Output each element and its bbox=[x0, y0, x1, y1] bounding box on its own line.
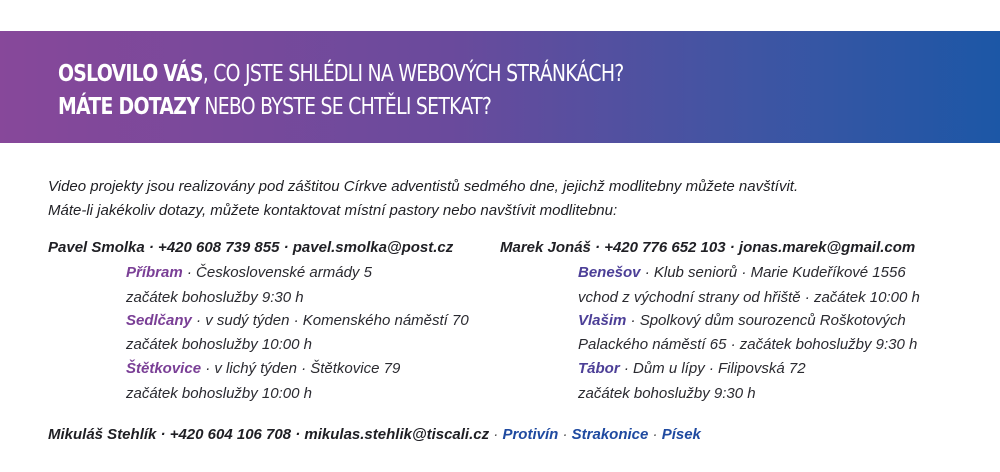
church-address-tabor: · Dům u lípy · Filipovská 72 bbox=[619, 360, 806, 377]
pastor-contact-pavel-smolka: Pavel Smolka · +420 608 739 855 · pavel.smolka@post.cz bbox=[48, 239, 454, 256]
place-pisek[interactable]: Písek bbox=[661, 426, 701, 443]
church-address-stetkovice: · v lichý týden · Štětkovice 79 bbox=[201, 360, 401, 377]
service-time-pribram: začátek bohoslužby 9:30 h bbox=[126, 289, 304, 306]
pastor-contact-marek-jonas: Marek Jonáš · +420 776 652 103 · jonas.marek@gmail.com bbox=[500, 239, 916, 256]
church-name-vlasim: Vlašim bbox=[578, 312, 627, 329]
church-name-sedlcany: Sedlčany bbox=[126, 312, 192, 329]
separator: · bbox=[558, 426, 572, 443]
place-strakonice[interactable]: Strakonice bbox=[571, 426, 649, 443]
banner-headline-2-rest: NEBO BYSTE SE CHTĚLI SETKAT? bbox=[199, 94, 492, 120]
service-time-tabor: začátek bohoslužby 9:30 h bbox=[578, 385, 756, 402]
church-tabor bbox=[578, 359, 806, 379]
service-info-benesov: vchod z východní strany od hřiště · začátek 10:00 h bbox=[578, 289, 920, 306]
church-benesov bbox=[578, 263, 906, 283]
separator: · bbox=[489, 426, 503, 443]
church-stetkovice bbox=[126, 359, 400, 379]
service-time-sedlcany: začátek bohoslužby 10:00 h bbox=[126, 336, 312, 353]
service-time-stetkovice: začátek bohoslužby 10:00 h bbox=[126, 385, 312, 402]
banner-headline-1-bold: OSLOVILO VÁS bbox=[58, 61, 203, 87]
church-name-benesov: Benešov bbox=[578, 264, 641, 281]
church-name-pribram: Příbram bbox=[126, 264, 183, 281]
church-address-sedlcany: · v sudý týden · Komenského náměstí 70 bbox=[191, 312, 469, 329]
church-address-pribram: · Československé armády 5 bbox=[182, 264, 372, 281]
banner-headline-1-rest: , CO JSTE SHLÉDLI NA WEBOVÝCH STRÁNKÁCH? bbox=[202, 61, 624, 87]
separator: · bbox=[648, 426, 662, 443]
header-banner bbox=[0, 31, 1000, 143]
church-vlasim bbox=[578, 311, 906, 331]
church-address-vlasim: · Spolkový dům sourozenců Roškotových bbox=[626, 312, 906, 329]
church-sedlcany bbox=[126, 311, 469, 331]
banner-headline-2 bbox=[58, 92, 491, 122]
banner-headline-1 bbox=[58, 59, 624, 89]
church-address-benesov: · Klub seniorů · Marie Kudeříkové 1556 bbox=[640, 264, 906, 281]
church-name-stetkovice: Štětkovice bbox=[126, 360, 202, 377]
pastor-line-mikulas-stehlik bbox=[48, 425, 701, 445]
pastor-contact-mikulas-stehlik: Mikuláš Stehlík · +420 604 106 708 · mikulas.stehlik@tiscali.cz bbox=[48, 426, 490, 443]
church-name-tabor: Tábor bbox=[578, 360, 620, 377]
place-protivin[interactable]: Protivín bbox=[502, 426, 559, 443]
banner-headline-2-bold: MÁTE DOTAZY bbox=[58, 94, 200, 120]
church-pribram bbox=[126, 263, 372, 283]
intro-text-1: Video projekty jsou realizovány pod záštitou Církve adventistů sedmého dne, jejichž modlitebny můžete navštívit. bbox=[48, 178, 799, 195]
service-info-vlasim: Palackého náměstí 65 · začátek bohoslužby 9:30 h bbox=[578, 336, 918, 353]
intro-text-2: Máte-li jakékoliv dotazy, můžete kontaktovat místní pastory nebo navštívit modlitebnu: bbox=[48, 202, 618, 219]
